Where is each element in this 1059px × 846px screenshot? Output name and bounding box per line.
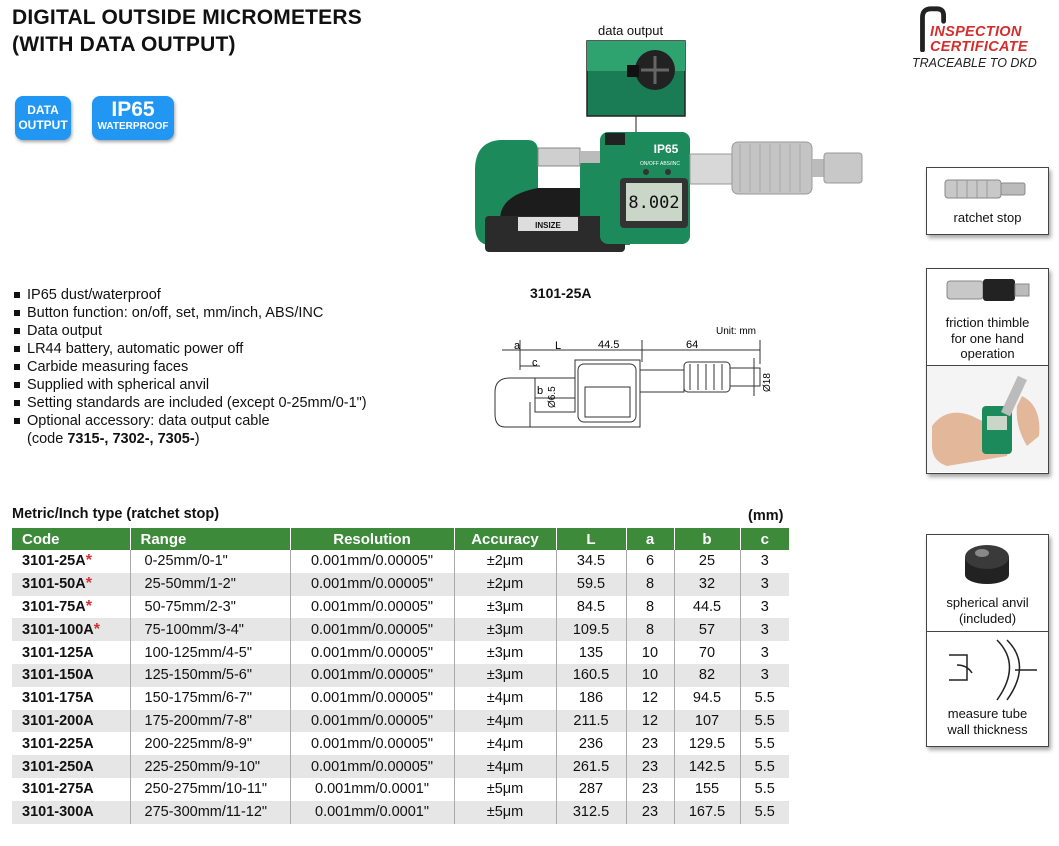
star-mark: * — [93, 620, 100, 638]
cell-b: 167.5 — [674, 801, 740, 824]
cell-accuracy: ±4μm — [454, 687, 556, 710]
cell-b: 129.5 — [674, 732, 740, 755]
page-title — [12, 4, 362, 58]
cell-range: 175-200mm/7-8" — [130, 710, 290, 733]
cell-code — [12, 778, 130, 801]
cell-l: 135 — [556, 641, 626, 664]
column-header: Range — [130, 528, 290, 550]
tube-wall-label — [927, 706, 1048, 737]
badge-text: DATA — [27, 103, 59, 117]
cell-c: 5.5 — [754, 690, 775, 707]
cell-accuracy: ±5μm — [454, 778, 556, 801]
dim-64: 64 — [686, 339, 699, 351]
column-header: L — [556, 528, 626, 550]
cell-c: 5.5 — [740, 710, 789, 733]
divider — [927, 631, 1048, 632]
cell-c: 3 — [740, 664, 789, 687]
cell-range: 0-25mm/0-1" — [130, 550, 290, 573]
code-text: 3101-200A — [22, 712, 94, 729]
cell-accuracy: ±5μm — [454, 801, 556, 824]
brand-text: INSIZE — [535, 221, 561, 230]
table-row — [12, 801, 789, 824]
cell-code — [12, 596, 130, 619]
friction-thimble-image — [927, 269, 1048, 309]
dimension-drawing — [490, 322, 780, 462]
column-header: Accuracy — [454, 528, 556, 550]
cell-accuracy: ±4μm — [454, 732, 556, 755]
dim-dia-6-5: Ø6.5 — [547, 386, 558, 408]
tube-line-2: wall thickness — [947, 721, 1028, 737]
cell-range: 200-225mm/8-9" — [130, 732, 290, 755]
list-item: Carbide measuring faces — [12, 358, 367, 376]
cell-l: 84.5 — [556, 596, 626, 619]
friction-thimble-panel — [926, 268, 1049, 474]
certificate-line-1: INSPECTION — [930, 24, 1022, 40]
list-item: Optional accessory: data output cable — [12, 412, 367, 430]
list-item: Supplied with spherical anvil — [12, 376, 367, 394]
cell-a: 10 — [626, 664, 674, 687]
column-header: Resolution — [290, 528, 454, 550]
cont-suffix: ) — [194, 431, 200, 447]
dim-dia-18: Ø18 — [762, 373, 773, 392]
list-item-continuation — [12, 430, 367, 448]
cell-a: 12 — [626, 687, 674, 710]
tube-line-1: measure tube — [947, 706, 1028, 721]
cell-code — [12, 732, 130, 755]
cell-a: 6 — [626, 550, 674, 573]
cell-accuracy: ±3μm — [454, 596, 556, 619]
cell-c: 5.5 — [754, 781, 775, 798]
ip65-head-text: IP65 — [653, 142, 679, 156]
cell-resolution: 0.001mm/0.00005" — [290, 641, 454, 664]
cell-c: 3 — [740, 618, 789, 641]
code-text: 3101-75A — [22, 598, 86, 615]
cell-range: 125-150mm/5-6" — [130, 664, 290, 687]
spec-table — [12, 528, 789, 824]
cell-b: 107 — [674, 710, 740, 733]
cell-code — [12, 664, 130, 687]
table-body — [12, 550, 789, 824]
cell-b: 94.5 — [674, 687, 740, 710]
cell-code — [12, 573, 130, 596]
dim-b: b — [537, 385, 544, 397]
badge-ip65-text: IP65 — [111, 98, 155, 121]
cell-c: 5.5 — [740, 755, 789, 778]
cell-b: 142.5 — [674, 755, 740, 778]
cell-range: 150-175mm/6-7" — [130, 687, 290, 710]
ratchet-stop-panel — [926, 167, 1049, 235]
cell-range: 250-275mm/10-11" — [130, 778, 290, 801]
btn-left-label: ON/OFF — [640, 161, 659, 167]
star-mark: * — [85, 575, 92, 593]
cell-l: 211.5 — [556, 710, 626, 733]
hand-operation-image — [927, 366, 1048, 472]
spherical-anvil-image — [927, 535, 1048, 595]
dim-44-5: 44.5 — [598, 339, 620, 351]
list-item: Data output — [12, 322, 367, 340]
column-header: a — [626, 528, 674, 550]
cell-l: 186 — [556, 687, 626, 710]
cell-a: 8 — [626, 618, 674, 641]
table-row — [12, 778, 789, 801]
certificate-line-3: TRACEABLE TO DKD — [912, 56, 1037, 70]
code-text: 3101-150A — [22, 667, 94, 684]
cell-accuracy: ±4μm — [454, 710, 556, 733]
table-row — [12, 687, 789, 710]
code-text: 3101-125A — [22, 644, 94, 661]
cell-c: 3 — [740, 573, 789, 596]
cell-b: 155 — [674, 778, 740, 801]
cell-c: 5.5 — [754, 735, 775, 752]
cell-resolution: 0.001mm/0.00005" — [290, 664, 454, 687]
code-text: 3101-300A — [22, 804, 94, 821]
cell-accuracy: ±3μm — [454, 664, 556, 687]
cell-a: 23 — [626, 801, 674, 824]
column-header: c — [740, 528, 789, 550]
cell-code — [12, 801, 130, 824]
cell-l: 287 — [556, 778, 626, 801]
cell-resolution: 0.001mm/0.00005" — [290, 618, 454, 641]
ratchet-stop-image — [927, 168, 1048, 208]
table-unit: (mm) — [748, 508, 784, 524]
cell-code — [12, 618, 130, 641]
table-row — [12, 573, 789, 596]
dim-a: a — [514, 340, 521, 352]
list-item: LR44 battery, automatic power off — [12, 340, 367, 358]
cell-l: 59.5 — [556, 573, 626, 596]
code-text: 3101-250A — [22, 758, 94, 775]
cell-b: 25 — [674, 550, 740, 573]
title-line-1: DIGITAL OUTSIDE MICROMETERS — [12, 6, 362, 29]
cell-a: 12 — [626, 710, 674, 733]
cell-resolution: 0.001mm/0.00005" — [290, 755, 454, 778]
list-item: IP65 dust/waterproof — [12, 286, 367, 304]
table-row — [12, 664, 789, 687]
friction-line-1: friction thimble — [945, 315, 1030, 330]
cell-code — [12, 641, 130, 664]
cell-accuracy: ±3μm — [454, 618, 556, 641]
title-line-2: (WITH DATA OUTPUT) — [12, 33, 236, 56]
cell-a: 23 — [626, 732, 674, 755]
cell-c: 3 — [760, 644, 769, 661]
friction-line-3: operation — [960, 346, 1015, 361]
badge-text: OUTPUT — [18, 118, 68, 132]
table-header-row — [12, 528, 789, 550]
micrometer-illustration — [460, 20, 880, 270]
spherical-anvil-label — [927, 595, 1048, 626]
friction-line-2: for one hand — [950, 330, 1024, 346]
code-text: 3101-50A — [22, 576, 86, 593]
cell-range: 75-100mm/3-4" — [130, 618, 290, 641]
cell-code — [12, 755, 130, 778]
cell-accuracy: ±2μm — [454, 573, 556, 596]
cell-a: 23 — [626, 755, 674, 778]
cell-c: 3 — [760, 553, 769, 570]
code-text: 3101-175A — [22, 690, 94, 707]
cell-b: 82 — [674, 664, 740, 687]
cell-l: 160.5 — [556, 664, 626, 687]
code-text: 3101-275A — [22, 781, 94, 798]
callout-label: data output — [598, 23, 664, 38]
ratchet-stop-label: ratchet stop — [953, 210, 1022, 225]
star-mark: * — [85, 552, 92, 570]
product-caption: 3101-25A — [530, 285, 592, 301]
cell-code — [12, 550, 130, 573]
table-row — [12, 755, 789, 778]
dimension-diagram — [490, 322, 780, 462]
cell-b: 44.5 — [674, 596, 740, 619]
cable-codes: 7315-, 7302-, 7305- — [67, 431, 195, 447]
cell-a: 23 — [626, 778, 674, 801]
column-header: b — [674, 528, 740, 550]
table-row — [12, 641, 789, 664]
cell-resolution: 0.001mm/0.00005" — [290, 573, 454, 596]
anvil-line-2: (included) — [958, 610, 1017, 626]
cell-range: 50-75mm/2-3" — [130, 596, 290, 619]
table-row — [12, 550, 789, 573]
cell-c: 3 — [760, 598, 769, 615]
cell-b: 32 — [674, 573, 740, 596]
cell-l: 261.5 — [556, 755, 626, 778]
cell-resolution: 0.001mm/0.0001" — [290, 801, 454, 824]
cell-resolution: 0.001mm/0.00005" — [290, 550, 454, 573]
code-text: 3101-100A — [22, 621, 94, 638]
inspection-certificate-logo — [912, 4, 1057, 74]
anvil-tube-panel — [926, 534, 1049, 747]
cell-range: 25-50mm/1-2" — [130, 573, 290, 596]
cell-code — [12, 687, 130, 710]
cell-b: 57 — [674, 618, 740, 641]
badge-waterproof-text: WATERPROOF — [97, 121, 169, 132]
list-item: Button function: on/off, set, mm/inch, ABS/INC — [12, 304, 367, 322]
cell-a: 10 — [626, 641, 674, 664]
code-text: 3101-225A — [22, 735, 94, 752]
feature-list — [12, 286, 367, 448]
product-image — [460, 20, 880, 270]
cell-accuracy: ±4μm — [454, 755, 556, 778]
btn-right-label: ABS/INC — [660, 161, 681, 167]
friction-thimble-label — [927, 315, 1048, 362]
data-output-badge — [15, 96, 71, 140]
star-mark: * — [85, 597, 92, 615]
cell-resolution: 0.001mm/0.00005" — [290, 687, 454, 710]
anvil-line-1: spherical anvil — [946, 595, 1029, 610]
unit-label: Unit: mm — [716, 326, 756, 337]
cell-l: 312.5 — [556, 801, 626, 824]
table-row — [12, 732, 789, 755]
list-item: Setting standards are included (except 0-25mm/0-1") — [12, 394, 367, 412]
code-text: 3101-25A — [22, 553, 86, 570]
table-row — [12, 596, 789, 619]
cell-l: 236 — [556, 732, 626, 755]
cell-resolution: 0.001mm/0.00005" — [290, 596, 454, 619]
dim-L: L — [555, 340, 562, 352]
column-header: Code — [12, 528, 130, 550]
dim-c: c — [532, 357, 538, 369]
cell-resolution: 0.001mm/0.00005" — [290, 732, 454, 755]
table-title: Metric/Inch type (ratchet stop) — [12, 506, 220, 522]
cell-a: 8 — [626, 573, 674, 596]
cell-c: 5.5 — [740, 801, 789, 824]
cell-a: 8 — [626, 596, 674, 619]
table-row — [12, 710, 789, 733]
cell-range: 225-250mm/9-10" — [130, 755, 290, 778]
tube-wall-diagram — [927, 635, 1048, 705]
cell-l: 34.5 — [556, 550, 626, 573]
ip65-badge — [92, 96, 174, 140]
cell-b: 70 — [674, 641, 740, 664]
cell-l: 109.5 — [556, 618, 626, 641]
cell-resolution: 0.001mm/0.00005" — [290, 710, 454, 733]
certificate-line-2: CERTIFICATE — [930, 39, 1028, 55]
cell-resolution: 0.001mm/0.0001" — [290, 778, 454, 801]
cont-prefix: (code — [27, 431, 68, 447]
cell-code — [12, 710, 130, 733]
table-row — [12, 618, 789, 641]
cell-accuracy: ±3μm — [454, 641, 556, 664]
display-reading: 8.002 — [628, 193, 680, 213]
cell-accuracy: ±2μm — [454, 550, 556, 573]
cell-range: 275-300mm/11-12" — [130, 801, 290, 824]
cell-range: 100-125mm/4-5" — [130, 641, 290, 664]
